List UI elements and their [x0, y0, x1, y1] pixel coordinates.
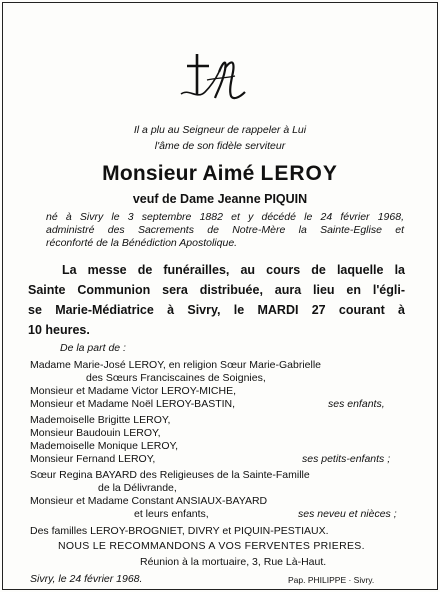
family-line: Monsieur Fernand LEROY,	[30, 453, 156, 465]
family-line: de la Délivrande,	[98, 482, 177, 494]
bio-line: réconforté de la Bénédiction Apostolique.	[46, 237, 238, 249]
bio-line: né à Sivry le 3 septembre 1882 et y décédé le 24 février 1968,	[46, 211, 404, 223]
family-line: Monsieur et Madame Noël LEROY-BASTIN,	[30, 398, 236, 410]
reunion-line: Réunion à la mortuaire, 3, Rue Là-Haut.	[140, 556, 327, 568]
family-header: De la part de :	[60, 342, 126, 354]
family-line: Monsieur et Madame Constant ANSIAUX-BAYARD	[30, 495, 268, 507]
deceased-surname: LEROY	[260, 162, 338, 185]
biography	[46, 211, 404, 250]
announcement-line: se Marie-Médiatrice à Sivry, le MARDI 27 courant à	[28, 303, 405, 317]
children-label: ses enfants,	[328, 398, 385, 410]
deceased-prefix: Monsieur Aimé	[102, 162, 255, 185]
family-line: Sœur Regina BAYARD des Religieuses de la Sainte-Famille	[30, 469, 310, 481]
cross-monogram-icon	[175, 50, 255, 106]
bio-line: administré des Sacrements de Notre-Mère la Sainte-Eglise et	[46, 224, 404, 236]
family-line: Mademoiselle Brigitte LEROY,	[30, 414, 171, 426]
intro-line-2: l'âme de son fidèle serviteur	[154, 140, 286, 152]
family-line: Mademoiselle Monique LEROY,	[30, 440, 179, 452]
intro-line-1: Il a plu au Seigneur de rappeler à Lui	[133, 124, 307, 136]
grandchildren-label: ses petits-enfants ;	[302, 453, 391, 465]
place-date: Sivry, le 24 février 1968.	[30, 573, 143, 585]
printer-credit: Pap. PHILIPPE · Sivry.	[288, 575, 375, 585]
spouse-line: veuf de Dame Jeanne PIQUIN	[132, 192, 308, 206]
families-line: Des familles LEROY-BROGNIET, DIVRY et PIQUIN-PESTIAUX.	[30, 525, 329, 537]
family-line: Monsieur et Madame Victor LEROY-MICHE,	[30, 385, 236, 397]
family-line: et leurs enfants,	[134, 508, 209, 520]
nieces-label: ses neveu et nièces ;	[298, 508, 397, 520]
family-line: des Sœurs Franciscaines de Soignies,	[86, 372, 266, 384]
announcement-line: 10 heures.	[28, 323, 90, 337]
funeral-announcement	[28, 260, 405, 340]
announcement-line: Sainte Communion sera distribuée, aura lieu en l'égli-	[28, 283, 405, 297]
announcement-line: La messe de funérailles, au cours de laquelle la	[62, 263, 405, 277]
deceased-name	[0, 162, 440, 186]
family-line: Monsieur Baudouin LEROY,	[30, 427, 161, 439]
family-line: Madame Marie-José LEROY, en religion Sœur Marie-Gabrielle	[30, 359, 322, 371]
recommend-line: NOUS LE RECOMMANDONS A VOS FERVENTES PRIERES.	[58, 540, 365, 552]
